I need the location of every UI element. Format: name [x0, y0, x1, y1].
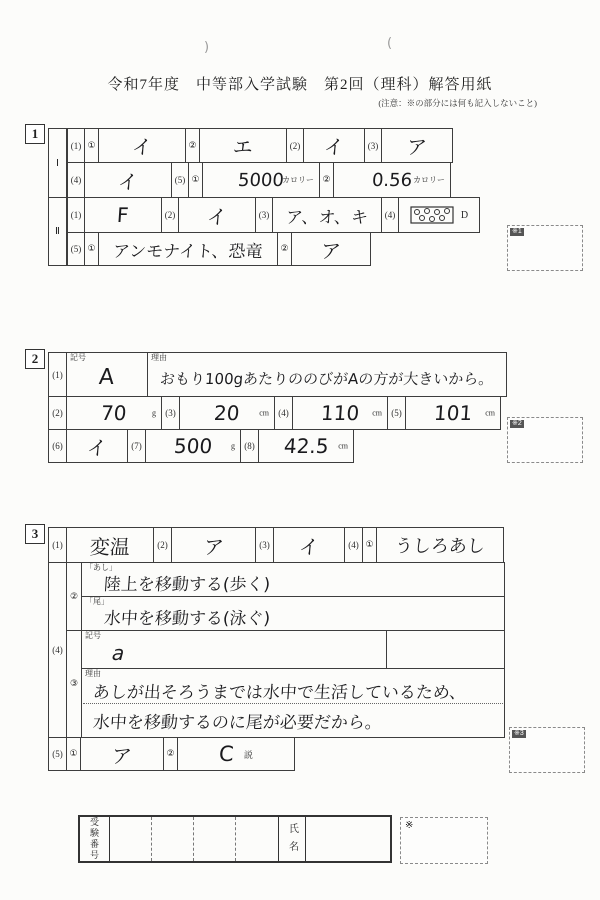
handwritten-answer: イ — [323, 135, 345, 159]
handwritten-answer: 500 — [173, 434, 213, 458]
answer-2-2 — [66, 396, 162, 430]
answer-1-i-5-1 — [202, 162, 320, 198]
grading-box-3-label: ※3 — [514, 730, 524, 737]
label-q5: (5) — [387, 396, 406, 430]
answer-3-5-2 — [177, 737, 295, 771]
answer-2-5 — [405, 396, 501, 430]
answer-3-4-1 — [376, 527, 504, 563]
handwritten-answer: 水中を移動するのに尾が必要だから。 — [92, 713, 383, 733]
answer-3-4-2-tail — [81, 596, 505, 631]
label-q3: (3) — [364, 128, 382, 163]
handwritten-answer: おもり100gあたりののびがAの方が大きいから。 — [159, 369, 495, 388]
answer-1-i-1-2 — [199, 128, 287, 163]
label-q7: (7) — [127, 429, 146, 463]
examinee-number-digit-cell — [236, 817, 278, 861]
answer-1-ii-5-1 — [98, 232, 278, 266]
handwritten-answer: ア — [202, 534, 225, 559]
label-q2: (2) — [48, 396, 67, 430]
section-2-number: 2 — [25, 349, 45, 369]
handwritten-answer: 水中を移動する(泳ぐ) — [103, 609, 271, 629]
label-sub1: ① — [66, 737, 81, 771]
answer-3-4-3-symbol — [81, 630, 387, 669]
label-q6: (6) — [48, 429, 67, 463]
handwritten-answer: C — [218, 742, 235, 766]
label-q5: (5) — [67, 232, 85, 266]
reason-sublabel: 理由 — [151, 353, 167, 362]
handwritten-answer: ア — [320, 238, 342, 263]
handwritten-answer: ア、オ、キ — [285, 207, 369, 228]
answer-2-1-reason — [147, 352, 507, 397]
caution-note: (注意：※の部分には何も記入しないこと) — [378, 98, 537, 108]
handwritten-answer: イ — [298, 534, 320, 559]
empty-cell — [386, 630, 505, 669]
grading-box-bottom — [400, 817, 488, 864]
label-sub1: ① — [188, 162, 203, 198]
label-q3: (3) — [255, 527, 274, 563]
handwritten-answer: 42.5 — [282, 434, 330, 458]
handwritten-answer: あしが出そろうまでは水中で生活しているため、 — [92, 682, 467, 703]
answer-1-i-4 — [84, 162, 172, 198]
answer-1-ii-3 — [272, 197, 382, 233]
examinee-info-table — [78, 815, 392, 863]
section-1 — [25, 123, 510, 273]
handwritten-answer: 0.56 — [371, 169, 413, 191]
examinee-number-digit-cell — [152, 817, 194, 861]
answer-2-6 — [66, 429, 128, 463]
handwritten-answer: 陸上を移動する(歩く) — [103, 575, 271, 595]
section-2 — [25, 348, 510, 468]
handwritten-answer: 70 — [100, 401, 128, 425]
handwritten-answer: うしろあし — [394, 536, 486, 557]
examinee-number-digit-cell — [194, 817, 236, 861]
grading-box-bottom-label: ※ — [405, 820, 414, 831]
unit-label: カロリー — [282, 175, 314, 185]
grading-box-3 — [509, 727, 585, 773]
answer-1-ii-2 — [178, 197, 256, 233]
handwritten-answer: イ — [117, 169, 139, 194]
answer-3-4-2-leg — [81, 562, 505, 597]
answer-1-ii-5-2 — [291, 232, 371, 266]
section-1-number: 1 — [25, 124, 45, 144]
label-sub3-span: ③ — [66, 630, 82, 738]
handwritten-answer: 5000 — [237, 169, 285, 191]
examinee-number-digit-cell — [110, 817, 152, 861]
group-label-I: Ⅰ — [48, 128, 67, 198]
name-label: 氏名 — [278, 817, 306, 861]
answer-3-1 — [66, 527, 154, 563]
unit-label: カロリー — [413, 175, 445, 185]
answer-1-i-2 — [303, 128, 365, 163]
handwritten-answer: アンモナイト、恐竜 — [112, 241, 264, 262]
reason-line-1 — [83, 671, 503, 704]
label-q5: (5) — [171, 162, 189, 198]
handwritten-answer: エ — [232, 135, 254, 159]
examinee-number-label: 受験番号 — [80, 817, 110, 861]
answer-3-3 — [273, 527, 345, 563]
theory-suffix-label: 説 — [243, 749, 253, 760]
unit-label: g — [152, 408, 156, 418]
answer-1-i-1-1 — [98, 128, 186, 163]
label-q8: (8) — [240, 429, 259, 463]
unit-label: g — [231, 441, 235, 451]
handwritten-answer: F — [116, 203, 130, 227]
tail-sublabel: 「尾」 — [85, 597, 109, 606]
label-sub2: ② — [277, 232, 292, 266]
label-sub2: ② — [319, 162, 334, 198]
unit-label: cm — [338, 441, 348, 451]
page-title: 令和7年度 中等部入学試験 第2回（理科）解答用紙 — [107, 77, 493, 93]
scan-mark-left: ) — [204, 40, 210, 55]
label-q2: (2) — [286, 128, 304, 163]
handwritten-answer: a — [111, 640, 126, 665]
label-q4: (4) — [381, 197, 399, 233]
grading-box-2 — [507, 417, 583, 463]
answer-2-7 — [145, 429, 241, 463]
particle-diagram-drawing — [410, 205, 454, 225]
label-q1: (1) — [67, 197, 85, 233]
label-q1: (1) — [48, 527, 67, 563]
unit-label: cm — [259, 408, 269, 418]
label-q5: (5) — [48, 737, 67, 771]
unit-label: cm — [372, 408, 382, 418]
name-entry-cell — [306, 817, 390, 861]
answer-3-2 — [171, 527, 256, 563]
reason-sublabel: 理由 — [85, 669, 101, 678]
answer-2-1-symbol — [66, 352, 148, 397]
label-q1: (1) — [48, 352, 67, 397]
symbol-sublabel: 記号 — [70, 353, 86, 362]
handwritten-answer: 変温 — [89, 534, 131, 559]
label-sub1: ① — [84, 232, 99, 266]
label-q1: (1) — [67, 128, 85, 163]
label-q4: (4) — [344, 527, 363, 563]
answer-1-ii-4 — [398, 197, 480, 233]
label-sub1: ① — [362, 527, 377, 563]
answer-2-8 — [258, 429, 354, 463]
answer-1-ii-1 — [84, 197, 162, 233]
label-q3: (3) — [255, 197, 273, 233]
answer-1-i-3 — [381, 128, 453, 163]
answer-1-i-5-2 — [333, 162, 451, 198]
label-sub2-span: ② — [66, 562, 82, 631]
handwritten-answer: 20 — [213, 401, 241, 425]
label-q2: (2) — [153, 527, 172, 563]
handwritten-answer: イ — [86, 435, 108, 460]
handwritten-answer: イ — [206, 204, 228, 229]
label-q4: (4) — [67, 162, 85, 198]
scan-mark-right: ( — [387, 36, 393, 51]
label-sub2: ② — [163, 737, 178, 771]
handwritten-answer: イ — [131, 135, 153, 159]
symbol-sublabel: 記号 — [85, 631, 101, 640]
diagram-letter-label: D — [460, 209, 469, 221]
reason-line-2 — [83, 705, 503, 736]
handwritten-answer: A — [98, 365, 116, 390]
handwritten-answer: ア — [406, 135, 428, 159]
handwritten-answer: ア — [111, 743, 133, 768]
grading-box-1 — [507, 225, 583, 271]
leg-sublabel: 「あし」 — [85, 563, 117, 572]
group-label-II: Ⅱ — [48, 197, 67, 266]
label-sub2: ② — [185, 128, 200, 163]
answer-3-5-1 — [80, 737, 164, 771]
grading-box-2-label: ※2 — [512, 420, 522, 427]
handwritten-answer: 101 — [433, 401, 473, 425]
label-q4-span: (4) — [48, 562, 67, 738]
label-q4: (4) — [274, 396, 293, 430]
label-sub1: ① — [84, 128, 99, 163]
section-3 — [25, 523, 510, 783]
grading-box-1-label: ※1 — [512, 228, 522, 235]
answer-2-4 — [292, 396, 388, 430]
handwritten-answer: 110 — [320, 401, 360, 425]
label-q2: (2) — [161, 197, 179, 233]
answer-3-4-3-reason — [81, 668, 505, 738]
section-3-number: 3 — [25, 524, 45, 544]
answer-2-3 — [179, 396, 275, 430]
unit-label: cm — [485, 408, 495, 418]
label-q3: (3) — [161, 396, 180, 430]
